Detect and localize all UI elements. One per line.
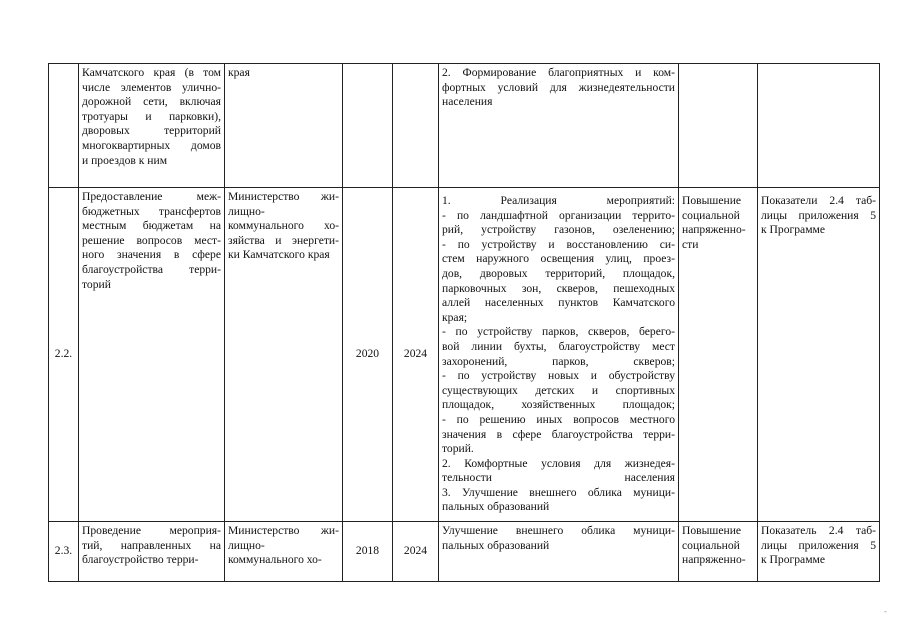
text-line: социальной bbox=[682, 538, 740, 552]
text-line: ного значения в сфере bbox=[82, 248, 221, 262]
text-line: дорожной сети, включая bbox=[82, 95, 221, 109]
text-line: к Программе bbox=[761, 553, 826, 567]
text-line: площадок, хозяйственных площадок; bbox=[442, 398, 675, 412]
responsible-executor bbox=[225, 188, 343, 522]
text-line: торий. bbox=[442, 442, 474, 456]
non-implementation-consequences bbox=[679, 522, 758, 582]
program-activities-table bbox=[48, 63, 880, 582]
text-line: пальных образований bbox=[442, 538, 550, 552]
text-line: края; bbox=[442, 310, 468, 324]
text-line: бюджетных трансфертов bbox=[82, 204, 221, 218]
start-year: 2018 bbox=[343, 522, 393, 582]
text-line: дворовых территорий bbox=[82, 124, 221, 138]
expected-result bbox=[439, 522, 679, 582]
text-line: Улучшение внешнего облика муници- bbox=[442, 524, 675, 537]
text-line: 2. Комфортные условия для жизнедея- bbox=[442, 456, 675, 470]
text-line: многоквартирных домов bbox=[82, 138, 221, 152]
text-line: - по устройству и восстановлению си- bbox=[442, 237, 675, 251]
text-line: 3. Улучшение внешнего облика муници- bbox=[442, 485, 675, 499]
text-line: и проездов к ним bbox=[82, 153, 168, 167]
text-line: напряженно- bbox=[682, 223, 746, 237]
text-line: благоустройства терри- bbox=[82, 262, 221, 276]
text-line: благоустройство терри- bbox=[82, 553, 199, 567]
start-year: 2020 bbox=[343, 188, 393, 522]
text-line: числе элементов улично- bbox=[82, 80, 221, 94]
text-line: Повышение bbox=[682, 524, 742, 537]
responsible-executor bbox=[225, 64, 343, 188]
text-line: Проведение мероприя- bbox=[82, 524, 221, 537]
indicator-link bbox=[758, 522, 880, 582]
row-number: 2.3. bbox=[49, 522, 79, 582]
text-line: зяйства и энергети- bbox=[228, 233, 339, 247]
text-line: - по устройству парков, скверов, берего- bbox=[442, 325, 675, 339]
text-line: Показатели 2.4 таб- bbox=[761, 194, 876, 207]
expected-result bbox=[439, 188, 679, 522]
text-line: фортных условий для жизнедеятельности bbox=[442, 80, 675, 94]
text-line: ки Камчатского края bbox=[228, 248, 330, 262]
text-line: тротуары и парковки), bbox=[82, 109, 221, 123]
start-year bbox=[343, 64, 393, 188]
text-line: тельности населения bbox=[442, 471, 675, 485]
end-year: 2024 bbox=[393, 188, 439, 522]
text-line: к Программе bbox=[761, 223, 826, 237]
text-line: - по устройству новых и обустройству bbox=[442, 369, 675, 383]
activity-name bbox=[79, 64, 225, 188]
text-line: рий, устройству газонов, озеленению; bbox=[442, 223, 675, 237]
table-row bbox=[49, 188, 880, 522]
indicator-link bbox=[758, 64, 880, 188]
text-line: Камчатского края (в том bbox=[82, 66, 221, 79]
non-implementation-consequences bbox=[679, 188, 758, 522]
text-line: 2. Формирование благоприятных и ком- bbox=[442, 66, 675, 79]
text-line: населения bbox=[442, 95, 493, 109]
table-row bbox=[49, 64, 880, 188]
text-line: - по ландшафтной организации террито- bbox=[442, 208, 675, 222]
text-line: стем наружного освещения улиц, проез- bbox=[442, 252, 675, 266]
end-year bbox=[393, 64, 439, 188]
text-line: коммунального хо- bbox=[228, 219, 339, 233]
text-line: края bbox=[228, 66, 250, 79]
text-line: парковочных зон, скверов, пешеходных bbox=[442, 281, 675, 295]
text-line: значения в сфере благоустройства терри- bbox=[442, 427, 675, 441]
table-row bbox=[49, 522, 880, 582]
text-line: существующих детских и спортивных bbox=[442, 383, 675, 397]
text-line: 1. Реализация мероприятий: bbox=[442, 194, 675, 207]
text-line: лицы приложения 5 bbox=[761, 538, 876, 552]
indicator-link bbox=[758, 188, 880, 522]
text-line: пальных образований bbox=[442, 500, 550, 514]
text-line: Предоставление меж- bbox=[82, 190, 221, 203]
text-line: местным бюджетам на bbox=[82, 219, 221, 233]
text-line: - по решению иных вопросов местного bbox=[442, 412, 675, 426]
text-line: дов, дворовых территорий, площадок, bbox=[442, 266, 675, 280]
text-line: социальной bbox=[682, 208, 740, 222]
text-line: вой линии бухты, благоустройству мест bbox=[442, 339, 675, 353]
text-line: тий, направленных на bbox=[82, 538, 221, 552]
text-line: лищно- bbox=[228, 204, 265, 218]
text-line: лицы приложения 5 bbox=[761, 208, 876, 222]
text-line: Министерство жи- bbox=[228, 524, 339, 537]
activity-name bbox=[79, 522, 225, 582]
text-line: решение вопросов мест- bbox=[82, 233, 221, 247]
text-line: коммунального хо- bbox=[228, 553, 322, 567]
text-line: напряженно- bbox=[682, 553, 746, 567]
text-line: лищно- bbox=[228, 538, 265, 552]
expected-result bbox=[439, 64, 679, 188]
text-line: аллей населенных пунктов Камчатского bbox=[442, 296, 675, 310]
end-year: 2024 bbox=[393, 522, 439, 582]
activity-name bbox=[79, 188, 225, 522]
text-line: Министерство жи- bbox=[228, 190, 339, 203]
row-number: 2.2. bbox=[49, 188, 79, 522]
text-line: сти bbox=[682, 237, 699, 251]
non-implementation-consequences bbox=[679, 64, 758, 188]
page-mark: - bbox=[884, 606, 887, 616]
text-line: Повышение bbox=[682, 194, 742, 207]
row-number bbox=[49, 64, 79, 188]
responsible-executor bbox=[225, 522, 343, 582]
text-line: Показатель 2.4 таб- bbox=[761, 524, 876, 537]
text-line: захоронений, парков, скверов; bbox=[442, 354, 675, 368]
text-line: торий bbox=[82, 277, 111, 291]
